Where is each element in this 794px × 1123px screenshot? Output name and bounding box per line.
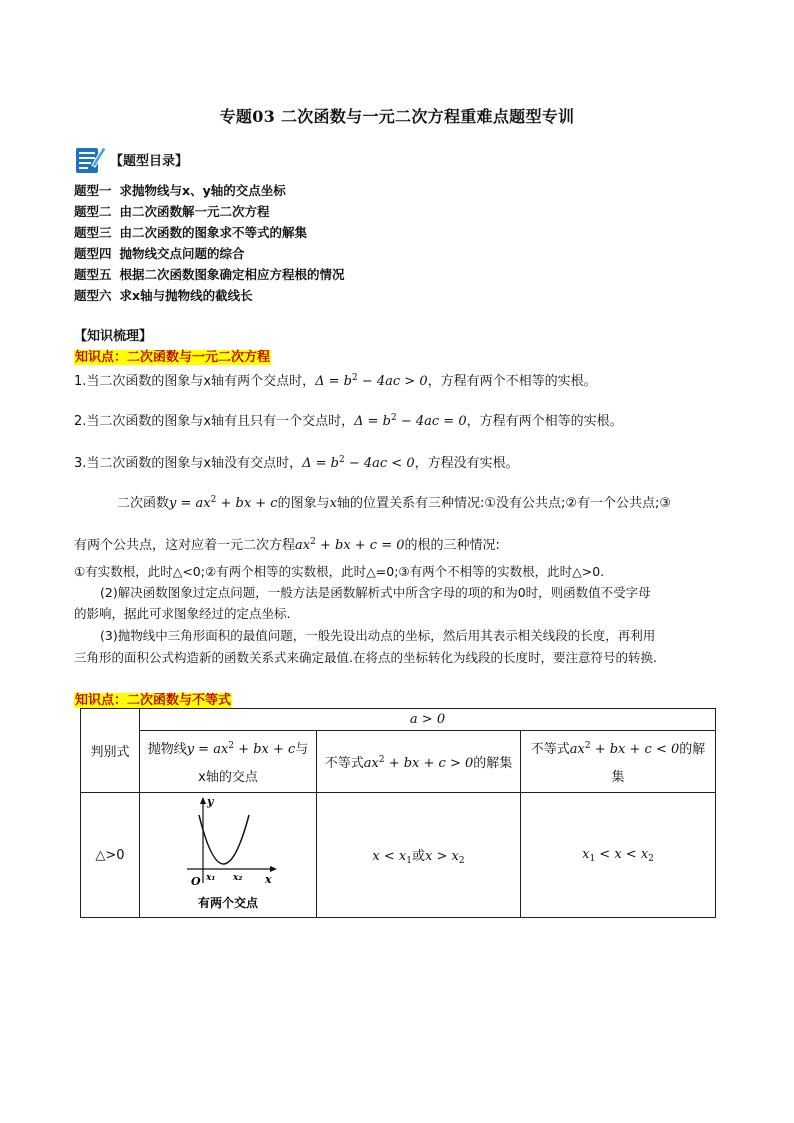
toc-item: 题型三 由二次函数的图象求不等式的解集 xyxy=(74,225,308,240)
paragraph-2: 2.当二次函数的图象与x轴有且只有一个交点时，$\Delta = b^2 - 4ac = 0$，方程有两个相等的实根。 xyxy=(74,413,623,429)
origin-label: O xyxy=(191,875,201,888)
toc-item: 题型一 求抛物线与x、y轴的交点坐标 xyxy=(74,183,286,198)
paragraph-4: 二次函数$y = ax^2$ + bx + c的图象与x轴的位置关系有三种情况:①没有公共点;②有一个公共点;③ xyxy=(117,495,672,511)
row-label-delta-positive: △>0 xyxy=(81,793,140,918)
col-lt-solution-header: 不等式$ax^2$ + bx + c < 0的解 集 xyxy=(521,731,716,793)
inequality-table xyxy=(80,708,716,918)
parabola-graph-cell xyxy=(140,793,317,918)
paragraph-3: 3.当二次函数的图象与x轴没有交点时，$\Delta = b^2 - 4ac < 0$，方程没有实根。 xyxy=(74,455,519,471)
toc-heading: 【题型目录】 xyxy=(110,153,189,169)
x1-label: x₁ xyxy=(206,873,216,883)
paragraph-8a: (3)抛物线中三角形面积的最值问题，一般先设出动点的坐标，然后用其表示相关线段的长度，再利用 xyxy=(100,628,656,643)
page-title: 专题03 二次函数与一元二次方程重难点题型专训 xyxy=(219,107,575,126)
paragraph-1: 1.当二次函数的图象与x轴有两个交点时，$\Delta = b^2 - 4ac > 0$，方程有两个不相等的实根。 xyxy=(74,373,597,389)
toc-list xyxy=(74,180,345,306)
toc-item: 题型四 抛物线交点问题的综合 xyxy=(74,246,245,261)
knowledge-point-1-title: 知识点：二次函数与一元二次方程 xyxy=(75,350,271,365)
col-intersections-header: 抛物线$y = ax^2$ + bx + c与 x轴的交点 xyxy=(140,731,317,793)
col-gt-solution-header: 不等式$ax^2$ + bx + c > 0的解集 xyxy=(317,731,521,793)
toc-item: 题型二 由二次函数解一元二次方程 xyxy=(74,204,270,219)
paragraph-7b: 的影响，据此可求图象经过的定点坐标. xyxy=(74,606,291,621)
discriminant-header: 判别式 xyxy=(81,709,140,793)
y-axis-label: y xyxy=(207,795,214,808)
toc-item: 题型五 根据二次函数图象确定相应方程根的情况 xyxy=(74,267,345,282)
lt-solution-cell: $x_1 < x < x_2$ xyxy=(521,793,716,918)
toc-item: 题型六 求x轴与抛物线的截线长 xyxy=(74,288,253,303)
paragraph-6: ①有实数根，此时△<0;②有两个相等的实数根，此时△=0;③有两个不相等的实数根，此时△>0. xyxy=(74,564,605,579)
paragraph-8b: 三角形的面积公式构造新的函数关系式来确定最值.在将点的坐标转化为线段的长度时，要注意符号的转换. xyxy=(74,650,657,665)
a-positive-header: a > 0 xyxy=(140,709,716,731)
knowledge-heading: 【知识梳理】 xyxy=(74,329,153,344)
x-axis-label: x xyxy=(265,873,272,886)
parabola-graph xyxy=(173,793,283,913)
paragraph-5: 有两个公共点，这对应着一元二次方程$ax^2$ + bx + c = 0的根的三种情况: xyxy=(74,537,500,553)
toc-header xyxy=(74,142,188,176)
graph-caption: 有两个交点 xyxy=(197,896,259,910)
x2-label: x₂ xyxy=(233,873,243,883)
paragraph-7a: (2)解决函数图象过定点问题，一般方法是函数解析式中所含字母的项的和为0时，则函数值不受字母 xyxy=(100,585,651,600)
knowledge-point-2-title: 知识点：二次函数与不等式 xyxy=(75,693,232,708)
gt-solution-cell: $x < x_1$或$x > x_2$ xyxy=(317,793,521,918)
note-edit-icon xyxy=(74,143,106,175)
